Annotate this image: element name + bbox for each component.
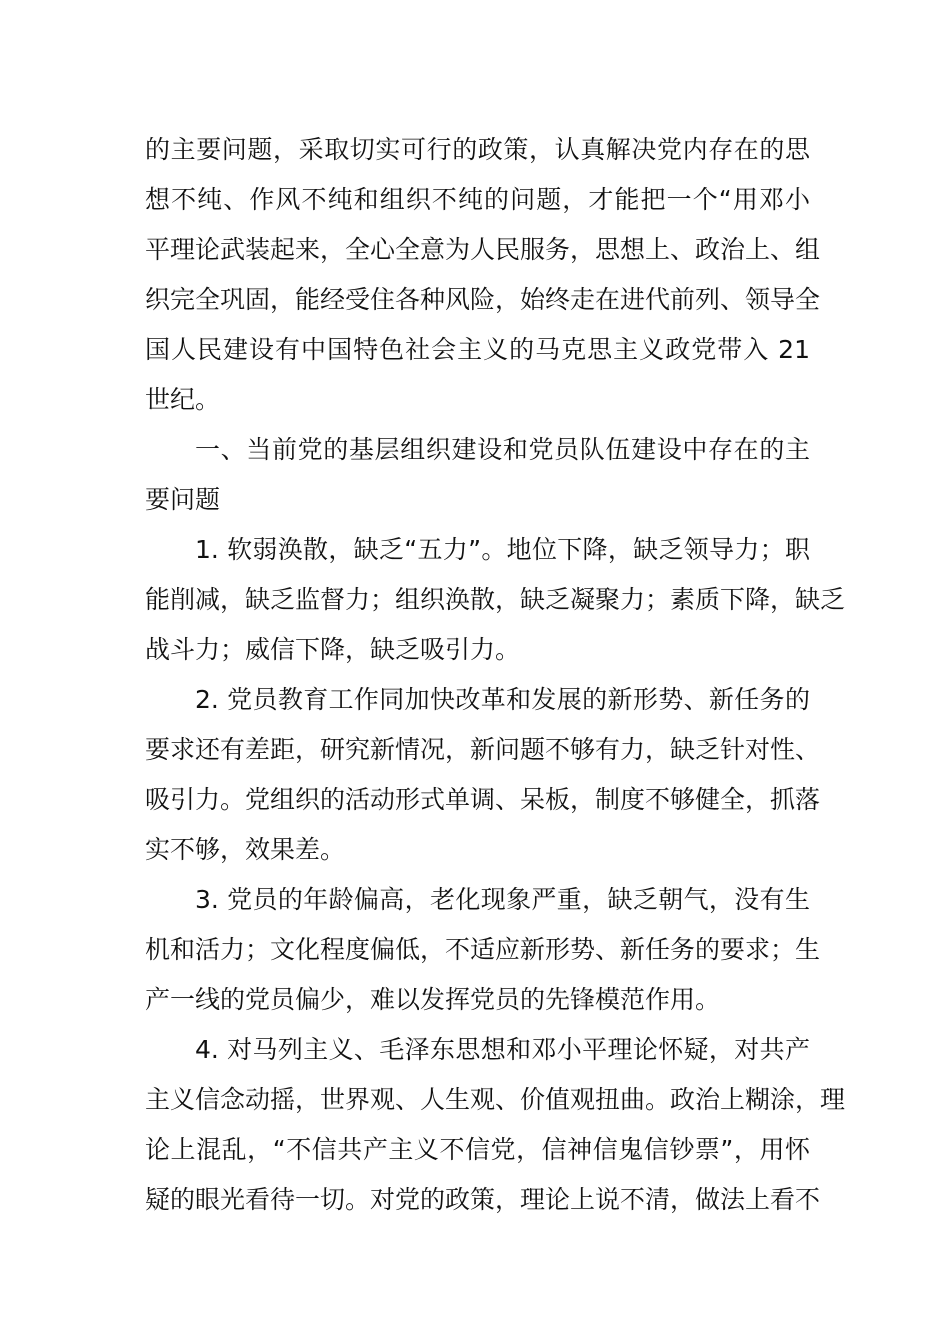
text-line: 平理论武装起来，全心全意为人民服务，思想上、政治上、组 [145,235,821,264]
list-item-line: 产一线的党员偏少，难以发挥党员的先锋模范作用。 [145,985,721,1014]
list-item-line: 实不够，效果差。 [145,835,346,864]
list-item-line: 战斗力；威信下降，缺乏吸引力。 [145,635,521,664]
list-item-line: 能削减，缺乏监督力；组织涣散，缺乏凝聚力；素质下降，缺乏 [145,585,846,614]
list-item-line: 4. 对马列主义、毛泽东思想和邓小平理论怀疑，对共产 [195,1035,810,1064]
list-item-line: 1. 软弱涣散，缺乏“五力”。地位下降，缺乏领导力；职 [195,535,810,564]
list-item-line: 主义信念动摇，世界观、人生观、价值观扭曲。政治上糊涂，理 [145,1085,846,1114]
text-line: 的主要问题，采取切实可行的政策，认真解决党内存在的思 [145,135,810,164]
list-item-line: 吸引力。党组织的活动形式单调、呆板，制度不够健全，抓落 [145,785,821,814]
text-line: 国人民建设有中国特色社会主义的马克思主义政党带入 21 [145,335,810,364]
section-heading: 一、当前党的基层组织建设和党员队伍建设中存在的主 [195,435,810,464]
text-line: 织完全巩固，能经受住各种风险，始终走在进代前列、领导全 [145,285,821,314]
section-heading: 要问题 [145,485,221,514]
list-item-line: 疑的眼光看待一切。对党的政策，理论上说不清，做法上看不 [145,1185,821,1214]
list-item-line: 论上混乱，“不信共产主义不信党，信神信鬼信钞票”，用怀 [145,1135,810,1164]
list-item-line: 机和活力；文化程度偏低，不适应新形势、新任务的要求；生 [145,935,821,964]
list-item-line: 3. 党员的年龄偏高，老化现象严重，缺乏朝气，没有生 [195,885,810,914]
text-line: 世纪。 [145,385,221,414]
list-item-line: 要求还有差距，研究新情况，新问题不够有力，缺乏针对性、 [145,735,821,764]
text-line: 想不纯、作风不纯和组织不纯的问题，才能把一个“用邓小 [145,185,810,214]
list-item-line: 2. 党员教育工作同加快改革和发展的新形势、新任务的 [195,685,810,714]
